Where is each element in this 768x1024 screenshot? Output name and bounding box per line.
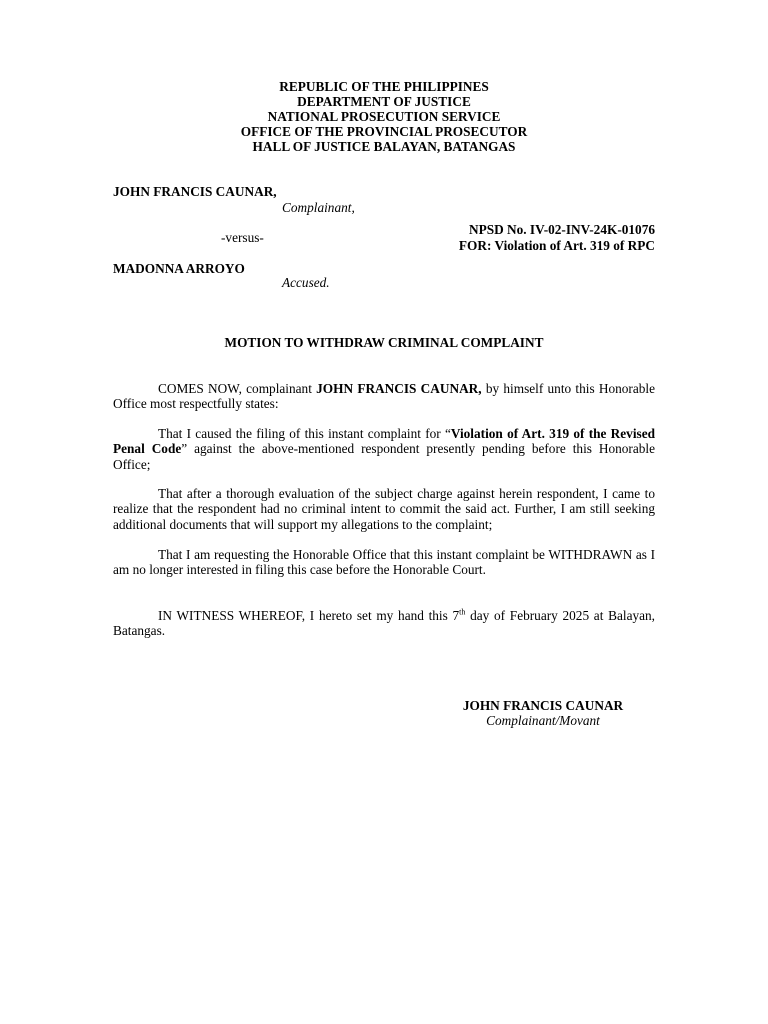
case-number: NPSD No. IV-02-INV-24K-01076 — [468, 222, 655, 237]
versus-label: -versus- — [221, 230, 264, 245]
p2-charge: Violation of Art. 319 of the Revised Penal Code — [113, 426, 655, 457]
paragraph-witness — [113, 608, 655, 639]
paragraph-request: That I am requesting the Honorable Office that this instant complaint be WITHDRAWN as I am no longer interested in filing this case before the Honorable Court. — [113, 547, 655, 578]
header-line-3: NATIONAL PROSECUTION SERVICE — [267, 109, 501, 124]
paragraph-comes-now — [113, 381, 655, 412]
p5-superscript: th — [459, 607, 466, 617]
p1-text-a: COMES NOW, complainant — [158, 381, 317, 396]
document-header — [113, 79, 655, 154]
paragraph-evaluation: That after a thorough evaluation of the subject charge against herein respondent, I came to realize that the respondent had no criminal intent to commit the said act. Further, I am still seeking additional documents that will support my allegations to the complaint; — [113, 486, 655, 532]
complainant-role: Complainant, — [282, 200, 355, 215]
p1-text-c: by himself unto this Honorable Office most respectfully states: — [113, 381, 655, 412]
p5-text-b: day of February 2025 at Balayan, Batangas. — [113, 608, 655, 639]
p2-text-a: That I caused the filing of this instant complaint for “ — [158, 426, 451, 441]
header-line-1: REPUBLIC OF THE PHILIPPINES — [279, 79, 489, 94]
paragraph-filing — [113, 426, 655, 472]
header-line-2: DEPARTMENT OF JUSTICE — [297, 94, 471, 109]
complainant-name: JOHN FRANCIS CAUNAR, — [113, 184, 277, 199]
document-title: MOTION TO WITHDRAW CRIMINAL COMPLAINT — [224, 335, 544, 350]
p5-text-a: IN WITNESS WHEREOF, I hereto set my hand this 7 — [158, 608, 460, 623]
signatory-name: JOHN FRANCIS CAUNAR — [462, 698, 624, 713]
p1-complainant-name: JOHN FRANCIS CAUNAR, — [316, 381, 482, 396]
accused-name: MADONNA ARROYO — [113, 261, 245, 276]
case-charge: FOR: Violation of Art. 319 of RPC — [458, 238, 655, 253]
header-line-5: HALL OF JUSTICE BALAYAN, BATANGAS — [252, 139, 516, 154]
signatory-role: Complainant/Movant — [486, 713, 600, 728]
p2-text-c: ” against the above-mentioned respondent presently pending before this Honorable Office; — [113, 441, 655, 472]
header-line-4: OFFICE OF THE PROVINCIAL PROSECUTOR — [240, 124, 528, 139]
accused-role: Accused. — [282, 275, 330, 290]
